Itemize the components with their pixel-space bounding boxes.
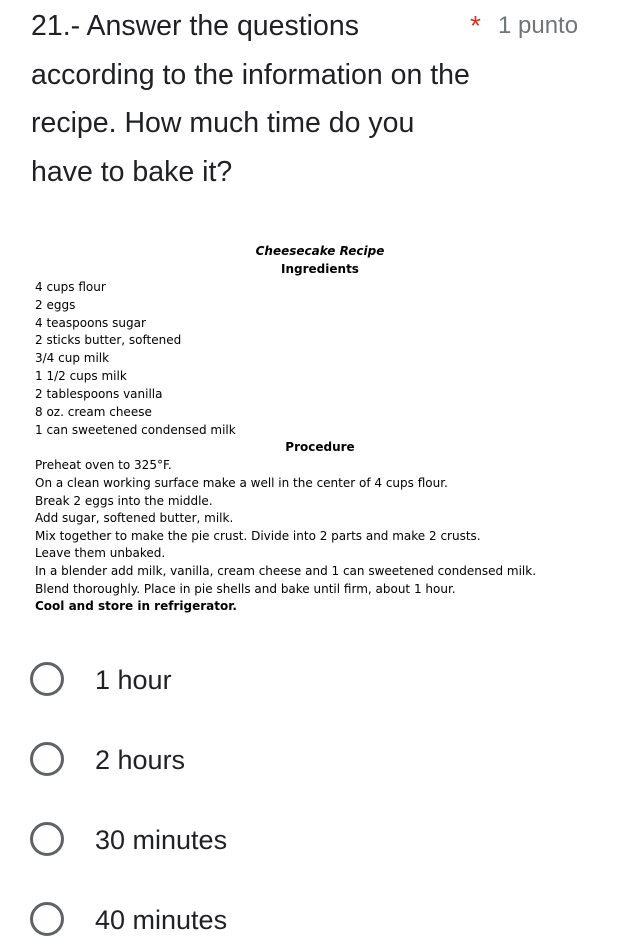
ingredient-item: 4 cups flour <box>35 280 106 294</box>
recipe-closing: Cool and store in refrigerator. <box>35 599 237 613</box>
option-1-hour[interactable] <box>30 662 510 702</box>
procedure-step: Mix together to make the pie crust. Divide into 2 parts and make 2 crusts. <box>35 529 481 543</box>
recipe-title: Cheesecake Recipe <box>255 244 385 258</box>
question-title: 21.- Answer the questions according to the information on the recipe. How much time do you have to bake it? <box>31 10 470 188</box>
ingredient-item: 1 1/2 cups milk <box>35 369 127 383</box>
option-label[interactable]: 30 minutes <box>95 825 228 855</box>
ingredient-item: 4 teaspoons sugar <box>35 316 146 330</box>
radio-button-icon[interactable] <box>30 742 64 776</box>
procedure-step: Leave them unbaked. <box>35 546 166 560</box>
ingredient-item: 3/4 cup milk <box>35 351 110 365</box>
ingredient-item: 1 can sweetened condensed milk <box>35 423 236 437</box>
required-marker: * <box>470 10 481 41</box>
ingredient-item: 2 tablespoons vanilla <box>35 387 163 401</box>
option-label[interactable]: 40 minutes <box>95 905 228 935</box>
option-label[interactable]: 1 hour <box>95 665 172 695</box>
procedure-heading: Procedure <box>285 440 355 454</box>
points-label: 1 punto <box>498 12 579 39</box>
option-40-minutes[interactable] <box>30 902 510 942</box>
option-2-hours[interactable] <box>30 742 510 782</box>
ingredient-item: 8 oz. cream cheese <box>35 405 152 419</box>
procedure-step: Blend thoroughly. Place in pie shells and bake until firm, about 1 hour. <box>35 582 456 596</box>
procedure-step: In a blender add milk, vanilla, cream cheese and 1 can sweetened condensed milk. <box>35 564 537 578</box>
procedure-step: Preheat oven to 325°F. <box>35 458 172 472</box>
ingredient-item: 2 eggs <box>35 298 76 312</box>
procedure-step: On a clean working surface make a well in the center of 4 cups flour. <box>35 476 448 490</box>
radio-button-icon[interactable] <box>30 662 64 696</box>
option-label[interactable]: 2 hours <box>95 745 186 775</box>
ingredients-heading: Ingredients <box>281 262 359 276</box>
procedure-step: Add sugar, softened butter, milk. <box>35 511 234 525</box>
radio-button-icon[interactable] <box>30 822 64 856</box>
ingredient-item: 2 sticks butter, softened <box>35 333 182 347</box>
radio-button-icon[interactable] <box>30 902 64 936</box>
procedure-step: Break 2 eggs into the middle. <box>35 494 213 508</box>
option-30-minutes[interactable] <box>30 822 510 862</box>
recipe-image <box>0 240 546 620</box>
